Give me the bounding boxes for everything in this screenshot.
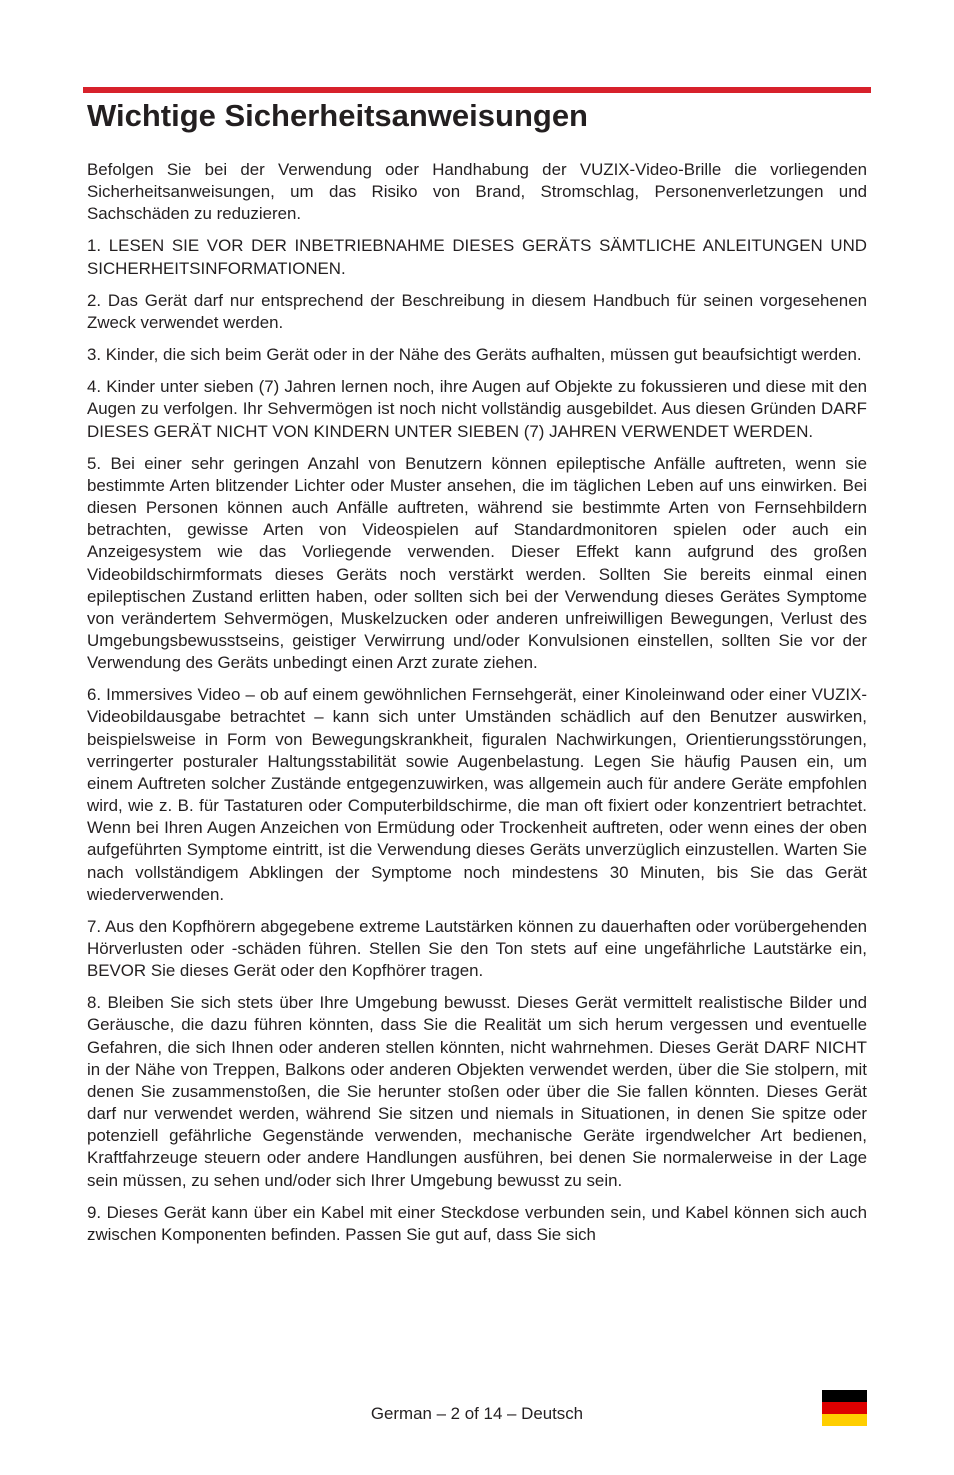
flag-stripe-black bbox=[822, 1390, 867, 1402]
instruction-1: 1. LESEN SIE VOR DER INBETRIEBNAHME DIESES GERÄTS SÄMTLICHE ANLEITUNGEN UND SICHERHEITSINFORMATIONEN. bbox=[87, 236, 867, 278]
instruction-9: 9. Dieses Gerät kann über ein Kabel mit einer Steckdose verbunden sein, und Kabel können sich auch zwischen Komponenten befinden. Passen Sie gut auf, dass Sie sich bbox=[87, 1202, 867, 1244]
instruction-6: 6. Immersives Video – ob auf einem gewöhnlichen Fernsehgerät, einer Kinoleinwand oder einer VUZIX-Videobildausgabe betrachtet – kann sich unter Umständen schädlich auf den Benutzer auswirken, beispielsweise in Form von Bewegungskrankheit, figuralen Nachwirkungen, Orientierungsstörungen, verringerter posturaler Haltungsstabilität sowie Augenbelastung. Legen Sie häufig Pausen ein, um einem Auftreten solcher Zustände entgegenzuwirken, was allgemein auch für andere Geräte empfohlen wird, wie z. B. für Tastaturen oder Computerbildschirme, die man oft fixiert oder konzentriert betrachtet. Wenn bei Ihren Augen Anzeichen von Ermüdung oder Trockenheit auftreten, oder wenn eines der oben aufgeführten Symptome eintritt, ist die Verwendung dieses Geräts unverzüglich einzustellen. Warten Sie nach vollständigem Abklingen der Symptome noch mindestens 30 Minuten, bis Sie das Gerät wiederverwenden. bbox=[87, 685, 867, 904]
page-title: Wichtige Sicherheitsanweisungen bbox=[87, 98, 588, 133]
flag-stripe-red bbox=[822, 1402, 867, 1414]
page-footer: German – 2 of 14 – Deutsch bbox=[370, 1404, 584, 1423]
body-text bbox=[87, 159, 867, 1256]
instruction-4: 4. Kinder unter sieben (7) Jahren lernen noch, ihre Augen auf Objekte zu fokussieren und diese mit den Augen zu verfolgen. Ihr Sehvermögen ist noch nicht vollständig ausgebildet. Aus diesen Gründen DARF DIESES GERÄT NICHT VON KINDERN UNTER SIEBEN (7) JAHREN VERWENDET WERDEN. bbox=[87, 377, 867, 441]
instruction-7: 7. Aus den Kopfhörern abgegebene extreme Lautstärken können zu dauerhaften oder vorübergehenden Hörverlusten oder -schäden führen. Stellen Sie den Ton stets auf eine ungefährliche Lautstärke ein, BEVOR Sie dieses Gerät oder den Kopfhörer tragen. bbox=[87, 916, 867, 981]
flag-stripe-gold bbox=[822, 1414, 867, 1426]
intro-paragraph: Befolgen Sie bei der Verwendung oder Handhabung der VUZIX-Video-Brille die vorliegenden Sicherheitsanweisungen, um das Risiko von Brand, Stromschlag, Personenverletzungen und Sachschäden zu reduzieren. bbox=[87, 160, 867, 224]
instruction-3: 3. Kinder, die sich beim Gerät oder in der Nähe des Geräts aufhalten, müssen gut beaufsichtigt werden. bbox=[87, 345, 862, 365]
instruction-5: 5. Bei einer sehr geringen Anzahl von Benutzern können epileptische Anfälle auftreten, wenn sie bestimmte Arten blitzender Lichter oder Muster ansehen, die im täglichen Leben auf uns einwirken. Bei diesen Personen können auch Anfälle auftreten, während sie bestimmte Arten von Fernsehbildern betrachten, gewisse Arten von Videospielen auf Standardmonitoren spielen oder auch ein Anzeigesystem wie das Vorliegende verwenden. Dieser Effekt kann aufgrund des großen Videobildschirmformats dieses Geräts noch verstärkt werden. Sollten Sie bereits einmal einen epileptischen Zustand erlitten haben, oder sollten sich bei der Verwendung dieses Gerätes Symptome von verändertem Sehvermögen, Muskelzucken oder anderen unfreiwilligen Bewegungen, Verlust des Umgebungsbewusstseins, geistiger Verwirrung und/oder Konvulsionen einstellen, sollten Sie vor der Verwendung des Geräts unbedingt einen Arzt zurate ziehen. bbox=[87, 453, 867, 673]
instruction-2: 2. Das Gerät darf nur entsprechend der Beschreibung in diesem Handbuch für seinen vorgesehenen Zweck verwendet werden. bbox=[87, 290, 867, 332]
title-rule bbox=[83, 87, 871, 93]
german-flag-icon bbox=[822, 1390, 867, 1426]
instruction-8: 8. Bleiben Sie sich stets über Ihre Umgebung bewusst. Dieses Gerät vermittelt realistische Bilder und Geräusche, die dazu führen könnten, dass Sie die Realität um sich herum vergessen und eventuelle Gefahren, die sich Ihnen oder anderen stellen könnten, nicht wahrnehmen. Dieses Gerät DARF NICHT in der Nähe von Treppen, Balkons oder anderen Objekten verwendet werden, über die Sie stolpern, mit denen Sie zusammenstoßen, die Sie herunter stoßen oder über die Sie fallen könnten. Dieses Gerät darf nur verwendet werden, während Sie sitzen und niemals in Situationen, in denen Sie spitze oder potenziell gefährliche Gegenstände verwenden, mechanische Geräte irgendwelcher Art bedienen, Kraftfahrzeuge steuern oder andere Handlungen ausführen, bei denen Sie normalerweise in der Lage sein müssen, zu sehen und/oder sich Ihrer Umgebung bewusst zu sein. bbox=[87, 993, 867, 1190]
